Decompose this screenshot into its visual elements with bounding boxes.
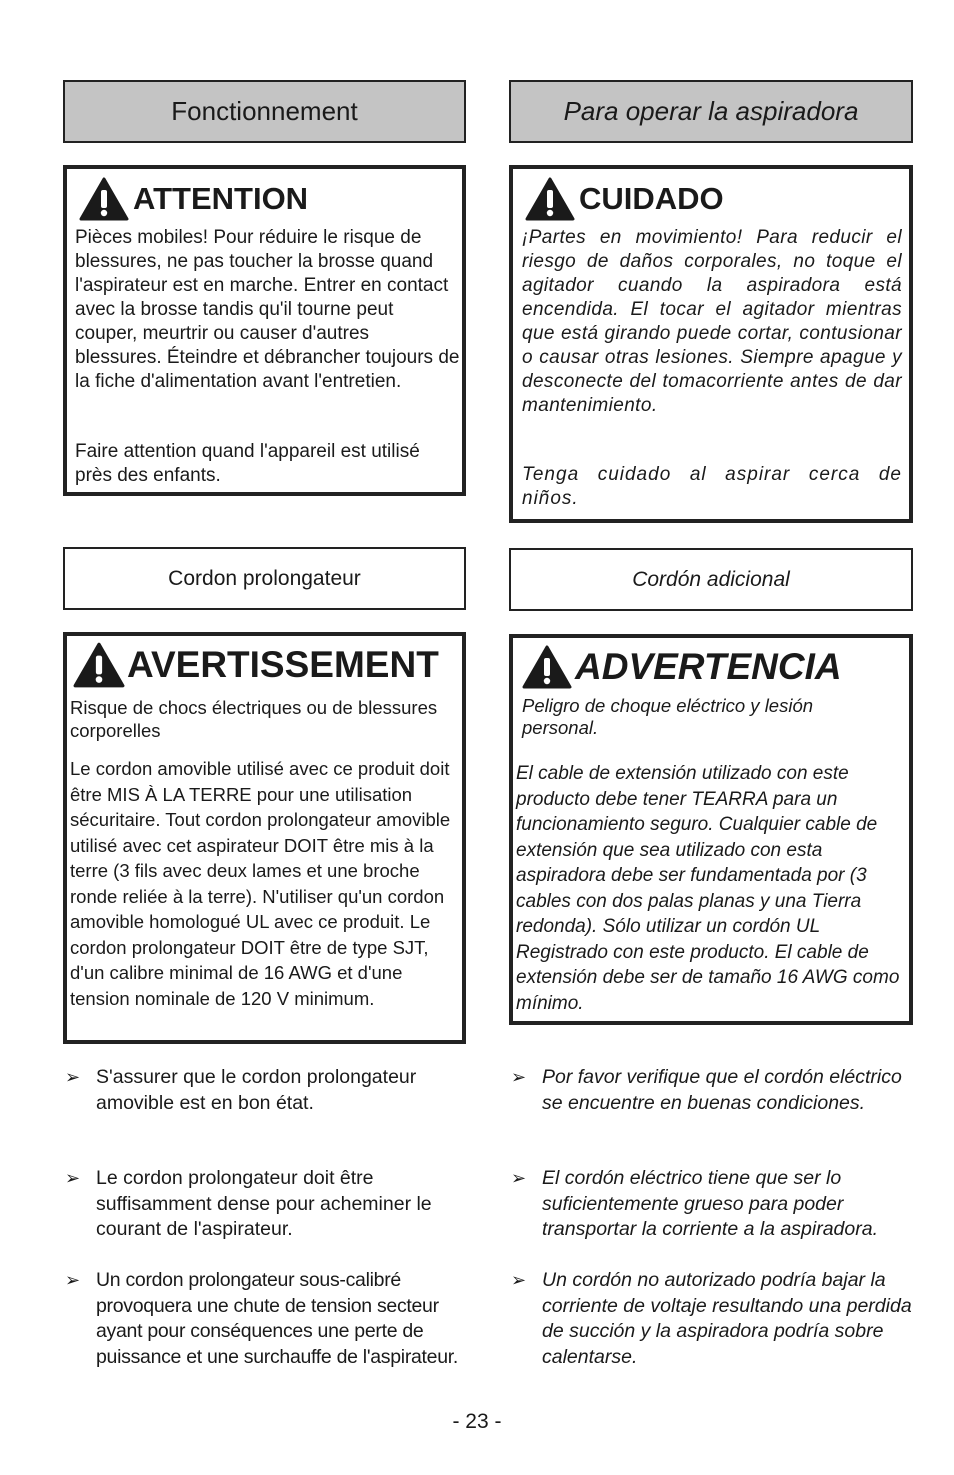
advertencia-paragraph-2: El cable de extensión utilizado con este producto debe tener TEARRA para un funcionamiento seguro. Cualquier cable de extensión que sea utilizado con esta aspiradora debe ser fundamentada por (3 cables con dos palas planas y una Tierra redonda). Sólo utilizar un cordón UL Registrado con este producto. El cable de extensión debe ser de tamaño 16 AWG como mínimo. — [516, 763, 900, 1014]
advertencia-title — [522, 644, 842, 690]
avertissement-warning-box — [63, 632, 466, 1044]
subheader-es — [509, 548, 913, 611]
list-item — [65, 1166, 465, 1243]
avertissement-title — [73, 642, 439, 688]
page-number-text: - 23 - — [452, 1410, 502, 1433]
warning-triangle-icon — [525, 177, 575, 221]
cuidado-title — [525, 177, 724, 221]
subheader-fr-label: Cordon prolongateur — [168, 566, 361, 590]
cuidado-warning-box — [509, 165, 913, 523]
advertencia-paragraph-1: Peligro de choque eléctrico y lesión personal. — [522, 695, 814, 738]
subheader-es-label: Cordón adicional — [632, 567, 790, 591]
bullet-arrow-icon: ➢ — [511, 1270, 527, 1290]
attention-paragraph-1: Pièces mobiles! Pour réduire le risque de blessures, ne pas toucher la brosse quand l'aspirateur est en marche. Entrer en contact avec la brosse tandis qu'il tourne peut couper, meurtrir ou causer d'autres blessures. Éteindre et débrancher toujours de la fiche d'alimentation avant l'entretien. — [75, 227, 460, 392]
attention-title-text: ATTENTION — [133, 181, 309, 216]
attention-title — [79, 177, 308, 221]
list-item-text: El cordón eléctrico tiene que ser lo suficientemente grueso para poder transportar la corriente a la aspiradora. — [542, 1167, 879, 1240]
list-item-text: S'assurer que le cordon prolongateur amovible est en bon état. — [96, 1066, 417, 1114]
avertissement-paragraph-1: Risque de chocs électriques ou de blessures corporelles — [70, 697, 438, 741]
cuidado-paragraph-1: ¡Partes en movimiento! Para reducir el riesgo de daños corporales, no toque el agitador cuando la aspiradora está encendida. El tocar el agitador mientras que está girando puede cortar, contusionar o causar otras lesiones. Siempre apague y desconecte del tomacorriente antes de dar mantenimiento. — [522, 227, 902, 416]
list-item — [511, 1166, 916, 1243]
list-item-text: Le cordon prolongateur doit être suffisamment dense pour acheminer le courant de l'aspirateur. — [96, 1167, 432, 1240]
warning-triangle-icon — [73, 642, 125, 688]
subheader-fr — [63, 547, 466, 610]
cuidado-title-text: CUIDADO — [579, 181, 724, 216]
section-header-fr-label: Fonctionnement — [171, 96, 358, 126]
warning-triangle-icon — [522, 644, 572, 690]
list-item — [511, 1268, 916, 1370]
page-number — [0, 1410, 954, 1434]
list-item-text: Por favor verifique que el cordón eléctrico se encuentre en buenas condiciones. — [542, 1066, 902, 1114]
advertencia-warning-box — [509, 634, 913, 1025]
warning-triangle-icon — [79, 177, 129, 221]
attention-paragraph-2: Faire attention quand l'appareil est utilisé près des enfants. — [75, 441, 420, 486]
list-item — [511, 1065, 916, 1116]
list-item-text: Un cordon prolongateur sous-calibré provoquera une chute de tension secteur ayant pour conséquences une perte de puissance et une surchauffe de l'aspirateur. — [96, 1269, 458, 1368]
advertencia-title-text: ADVERTENCIA — [575, 646, 842, 687]
section-header-fr — [63, 80, 466, 143]
list-item — [65, 1065, 465, 1116]
avertissement-paragraph-2: Le cordon amovible utilisé avec ce produit doit être MIS À LA TERRE pour une utilisation sécuritaire. Tout cordon prolongateur amovible utilisé avec cet aspirateur DOIT être mis à la terre (3 fils avec deux lames et une broche ronde reliée à la terre). N'utiliser qu'un cordon amovible homologué UL avec ce produit. Le cordon prolongateur DOIT être de type SJT, d'un calibre minimal de 16 AWG et d'une tension nominale de 120 V minimum. — [70, 758, 451, 1009]
cuidado-paragraph-2: Tenga cuidado al aspirar cerca de niños. — [522, 464, 902, 509]
list-item-text: Un cordón no autorizado podría bajar la corriente de voltaje resultando una perdida de succión y la aspiradora podría sobre calentarse. — [542, 1269, 912, 1368]
attention-warning-box — [63, 165, 466, 496]
section-header-es-label: Para operar la aspiradora — [563, 96, 859, 126]
bullet-arrow-icon: ➢ — [65, 1168, 81, 1188]
section-header-es — [509, 80, 913, 143]
bullet-arrow-icon: ➢ — [511, 1168, 527, 1188]
bullet-arrow-icon: ➢ — [511, 1067, 527, 1087]
list-item — [65, 1268, 465, 1370]
bullet-arrow-icon: ➢ — [65, 1270, 80, 1290]
avertissement-title-text: AVERTISSEMENT — [127, 644, 439, 685]
bullet-arrow-icon: ➢ — [65, 1067, 81, 1087]
